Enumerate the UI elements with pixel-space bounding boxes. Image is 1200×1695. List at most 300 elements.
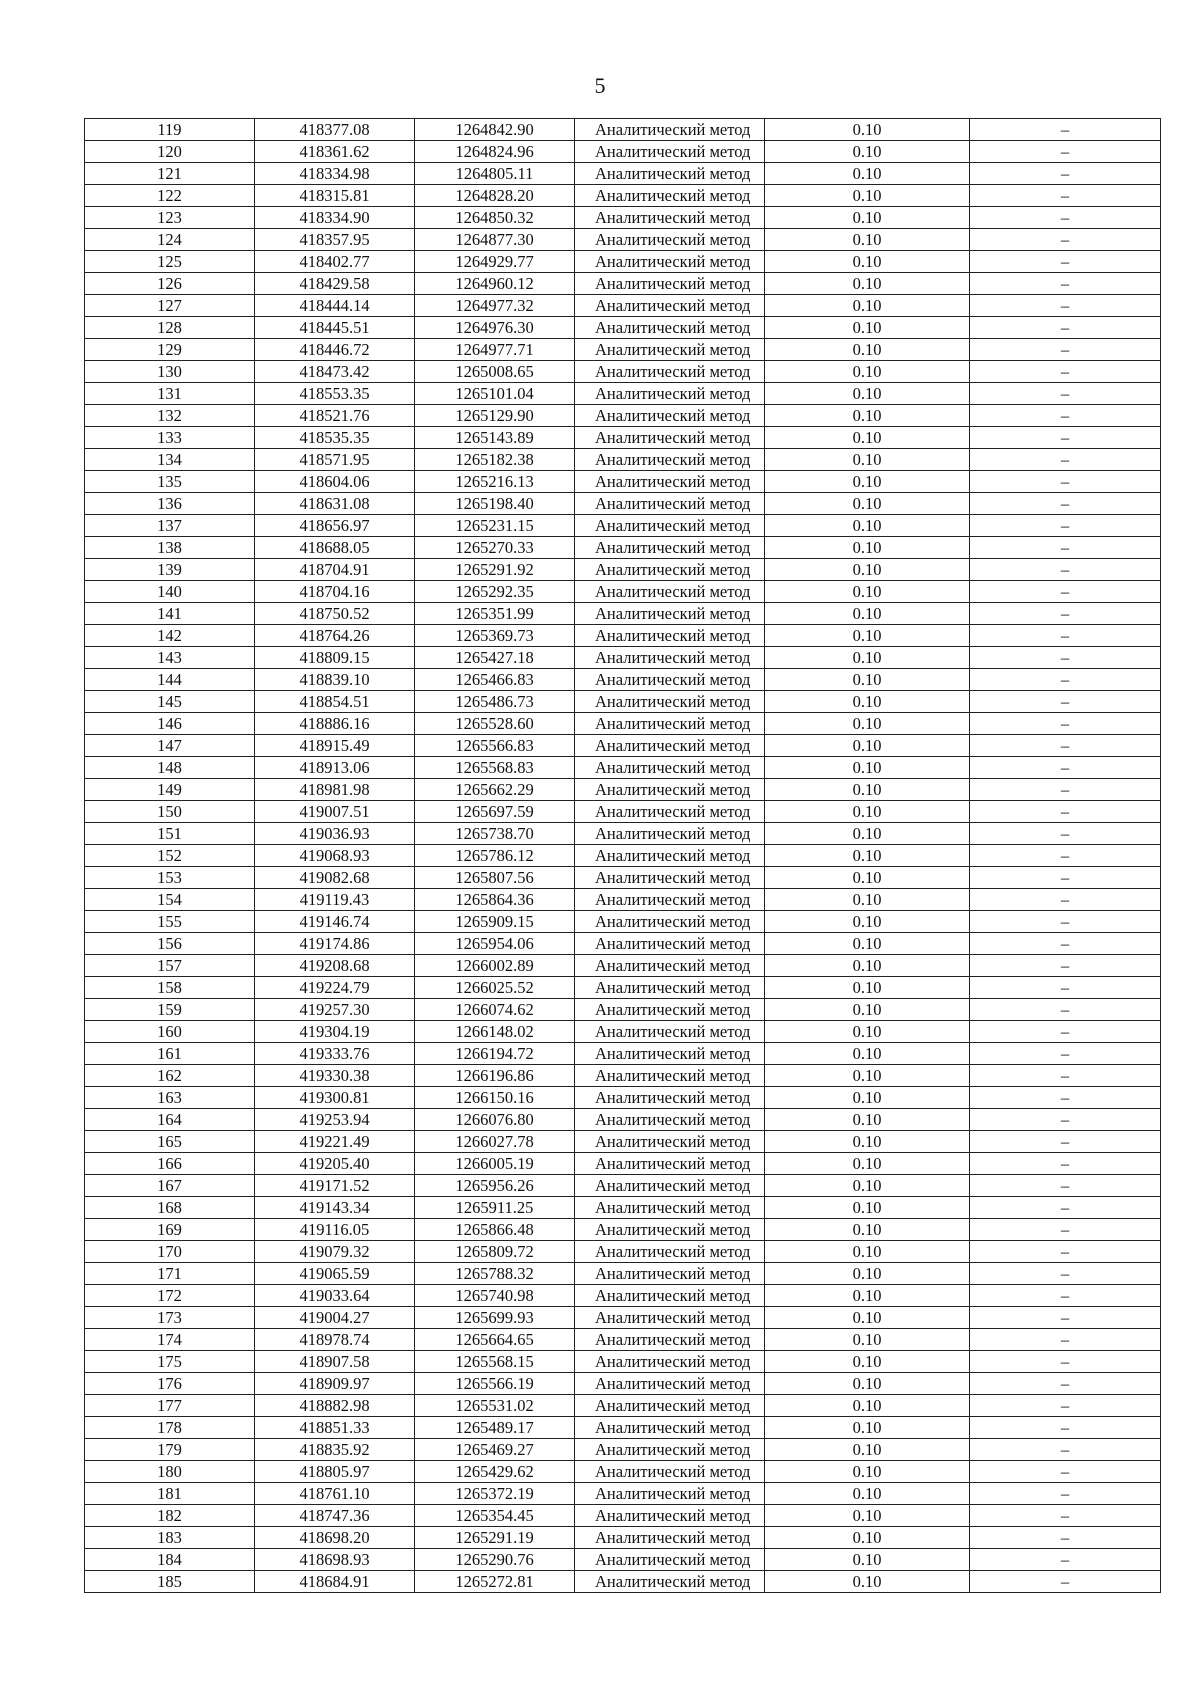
point-number-cell: 178 [85,1417,255,1439]
accuracy-cell: 0.10 [765,471,970,493]
description-cell: – [970,1571,1161,1593]
point-number-cell: 154 [85,889,255,911]
point-number-cell: 140 [85,581,255,603]
table-row [85,339,1161,361]
accuracy-cell: 0.10 [765,185,970,207]
y-coordinate-cell: 1265954.06 [415,933,575,955]
table-row [85,1351,1161,1373]
y-coordinate-cell: 1265429.62 [415,1461,575,1483]
point-number-cell: 144 [85,669,255,691]
point-number-cell: 147 [85,735,255,757]
accuracy-cell: 0.10 [765,1571,970,1593]
y-coordinate-cell: 1264850.32 [415,207,575,229]
point-number-cell: 169 [85,1219,255,1241]
x-coordinate-cell: 419068.93 [255,845,415,867]
point-number-cell: 179 [85,1439,255,1461]
x-coordinate-cell: 418553.35 [255,383,415,405]
description-cell: – [970,1373,1161,1395]
x-coordinate-cell: 418361.62 [255,141,415,163]
accuracy-cell: 0.10 [765,559,970,581]
method-cell: Аналитический метод [575,867,765,889]
table-row [85,317,1161,339]
method-cell: Аналитический метод [575,603,765,625]
table-row [85,999,1161,1021]
accuracy-cell: 0.10 [765,955,970,977]
method-cell: Аналитический метод [575,1131,765,1153]
x-coordinate-cell: 418429.58 [255,273,415,295]
point-number-cell: 165 [85,1131,255,1153]
table-row [85,735,1161,757]
method-cell: Аналитический метод [575,1219,765,1241]
description-cell: – [970,185,1161,207]
y-coordinate-cell: 1266074.62 [415,999,575,1021]
table-row [85,691,1161,713]
method-cell: Аналитический метод [575,823,765,845]
point-number-cell: 175 [85,1351,255,1373]
accuracy-cell: 0.10 [765,779,970,801]
description-cell: – [970,1263,1161,1285]
method-cell: Аналитический метод [575,119,765,141]
y-coordinate-cell: 1265198.40 [415,493,575,515]
table-row [85,1395,1161,1417]
accuracy-cell: 0.10 [765,1109,970,1131]
x-coordinate-cell: 418535.35 [255,427,415,449]
point-number-cell: 121 [85,163,255,185]
x-coordinate-cell: 418907.58 [255,1351,415,1373]
description-cell: – [970,1505,1161,1527]
method-cell: Аналитический метод [575,1285,765,1307]
table-row [85,1307,1161,1329]
method-cell: Аналитический метод [575,229,765,251]
accuracy-cell: 0.10 [765,361,970,383]
y-coordinate-cell: 1265909.15 [415,911,575,933]
point-number-cell: 174 [85,1329,255,1351]
accuracy-cell: 0.10 [765,735,970,757]
point-number-cell: 120 [85,141,255,163]
method-cell: Аналитический метод [575,669,765,691]
description-cell: – [970,273,1161,295]
table-row [85,1505,1161,1527]
description-cell: – [970,691,1161,713]
method-cell: Аналитический метод [575,1527,765,1549]
point-number-cell: 143 [85,647,255,669]
x-coordinate-cell: 418631.08 [255,493,415,515]
method-cell: Аналитический метод [575,559,765,581]
x-coordinate-cell: 418444.14 [255,295,415,317]
table-row [85,295,1161,317]
y-coordinate-cell: 1266025.52 [415,977,575,999]
y-coordinate-cell: 1265466.83 [415,669,575,691]
table-row [85,119,1161,141]
table-row [85,229,1161,251]
point-number-cell: 158 [85,977,255,999]
point-number-cell: 123 [85,207,255,229]
y-coordinate-cell: 1265807.56 [415,867,575,889]
description-cell: – [970,537,1161,559]
y-coordinate-cell: 1265740.98 [415,1285,575,1307]
x-coordinate-cell: 418978.74 [255,1329,415,1351]
description-cell: – [970,1175,1161,1197]
accuracy-cell: 0.10 [765,647,970,669]
accuracy-cell: 0.10 [765,1021,970,1043]
method-cell: Аналитический метод [575,1263,765,1285]
y-coordinate-cell: 1264960.12 [415,273,575,295]
description-cell: – [970,801,1161,823]
point-number-cell: 166 [85,1153,255,1175]
method-cell: Аналитический метод [575,1351,765,1373]
table-row [85,141,1161,163]
point-number-cell: 181 [85,1483,255,1505]
description-cell: – [970,1109,1161,1131]
table-row [85,361,1161,383]
accuracy-cell: 0.10 [765,581,970,603]
table-row [85,1065,1161,1087]
x-coordinate-cell: 419333.76 [255,1043,415,1065]
description-cell: – [970,1351,1161,1373]
accuracy-cell: 0.10 [765,889,970,911]
description-cell: – [970,317,1161,339]
x-coordinate-cell: 418809.15 [255,647,415,669]
description-cell: – [970,1439,1161,1461]
description-cell: – [970,1307,1161,1329]
accuracy-cell: 0.10 [765,1065,970,1087]
point-number-cell: 145 [85,691,255,713]
point-number-cell: 133 [85,427,255,449]
y-coordinate-cell: 1264828.20 [415,185,575,207]
method-cell: Аналитический метод [575,933,765,955]
method-cell: Аналитический метод [575,1395,765,1417]
y-coordinate-cell: 1265270.33 [415,537,575,559]
description-cell: – [970,1219,1161,1241]
table-row [85,713,1161,735]
accuracy-cell: 0.10 [765,1527,970,1549]
y-coordinate-cell: 1265864.36 [415,889,575,911]
accuracy-cell: 0.10 [765,427,970,449]
method-cell: Аналитический метод [575,317,765,339]
table-row [85,845,1161,867]
point-number-cell: 150 [85,801,255,823]
accuracy-cell: 0.10 [765,405,970,427]
x-coordinate-cell: 418886.16 [255,713,415,735]
x-coordinate-cell: 419304.19 [255,1021,415,1043]
table-row [85,1549,1161,1571]
point-number-cell: 137 [85,515,255,537]
method-cell: Аналитический метод [575,757,765,779]
description-cell: – [970,1329,1161,1351]
description-cell: – [970,625,1161,647]
y-coordinate-cell: 1265369.73 [415,625,575,647]
point-number-cell: 151 [85,823,255,845]
method-cell: Аналитический метод [575,1087,765,1109]
accuracy-cell: 0.10 [765,163,970,185]
point-number-cell: 125 [85,251,255,273]
accuracy-cell: 0.10 [765,1219,970,1241]
method-cell: Аналитический метод [575,537,765,559]
table-row [85,955,1161,977]
table-row [85,757,1161,779]
x-coordinate-cell: 418747.36 [255,1505,415,1527]
x-coordinate-cell: 418377.08 [255,119,415,141]
method-cell: Аналитический метод [575,1505,765,1527]
point-number-cell: 135 [85,471,255,493]
accuracy-cell: 0.10 [765,273,970,295]
y-coordinate-cell: 1265231.15 [415,515,575,537]
accuracy-cell: 0.10 [765,977,970,999]
accuracy-cell: 0.10 [765,339,970,361]
table-row [85,1527,1161,1549]
x-coordinate-cell: 419224.79 [255,977,415,999]
table-row [85,1175,1161,1197]
description-cell: – [970,163,1161,185]
point-number-cell: 149 [85,779,255,801]
accuracy-cell: 0.10 [765,449,970,471]
table-row [85,1153,1161,1175]
point-number-cell: 124 [85,229,255,251]
description-cell: – [970,823,1161,845]
x-coordinate-cell: 418688.05 [255,537,415,559]
method-cell: Аналитический метод [575,735,765,757]
description-cell: – [970,955,1161,977]
x-coordinate-cell: 419079.32 [255,1241,415,1263]
description-cell: – [970,1285,1161,1307]
point-number-cell: 119 [85,119,255,141]
table-row [85,1131,1161,1153]
description-cell: – [970,1395,1161,1417]
description-cell: – [970,867,1161,889]
point-number-cell: 176 [85,1373,255,1395]
table-row [85,1373,1161,1395]
description-cell: – [970,779,1161,801]
y-coordinate-cell: 1265568.15 [415,1351,575,1373]
x-coordinate-cell: 418909.97 [255,1373,415,1395]
y-coordinate-cell: 1265216.13 [415,471,575,493]
description-cell: – [970,647,1161,669]
x-coordinate-cell: 419300.81 [255,1087,415,1109]
x-coordinate-cell: 419205.40 [255,1153,415,1175]
accuracy-cell: 0.10 [765,1153,970,1175]
table-row [85,581,1161,603]
y-coordinate-cell: 1266027.78 [415,1131,575,1153]
x-coordinate-cell: 418334.90 [255,207,415,229]
x-coordinate-cell: 419257.30 [255,999,415,1021]
method-cell: Аналитический метод [575,361,765,383]
method-cell: Аналитический метод [575,273,765,295]
point-number-cell: 148 [85,757,255,779]
point-number-cell: 139 [85,559,255,581]
table-row [85,1439,1161,1461]
y-coordinate-cell: 1266196.86 [415,1065,575,1087]
x-coordinate-cell: 419174.86 [255,933,415,955]
table-row [85,471,1161,493]
description-cell: – [970,581,1161,603]
method-cell: Аналитический метод [575,1307,765,1329]
x-coordinate-cell: 418981.98 [255,779,415,801]
accuracy-cell: 0.10 [765,295,970,317]
description-cell: – [970,119,1161,141]
table-row [85,185,1161,207]
x-coordinate-cell: 418698.20 [255,1527,415,1549]
x-coordinate-cell: 419116.05 [255,1219,415,1241]
accuracy-cell: 0.10 [765,1505,970,1527]
table-row [85,779,1161,801]
x-coordinate-cell: 418851.33 [255,1417,415,1439]
point-number-cell: 159 [85,999,255,1021]
description-cell: – [970,449,1161,471]
table-row [85,625,1161,647]
point-number-cell: 177 [85,1395,255,1417]
x-coordinate-cell: 419221.49 [255,1131,415,1153]
method-cell: Аналитический метод [575,1109,765,1131]
y-coordinate-cell: 1265427.18 [415,647,575,669]
description-cell: – [970,1043,1161,1065]
accuracy-cell: 0.10 [765,207,970,229]
accuracy-cell: 0.10 [765,669,970,691]
y-coordinate-cell: 1265469.27 [415,1439,575,1461]
x-coordinate-cell: 419007.51 [255,801,415,823]
x-coordinate-cell: 418315.81 [255,185,415,207]
description-cell: – [970,427,1161,449]
method-cell: Аналитический метод [575,911,765,933]
description-cell: – [970,999,1161,1021]
description-cell: – [970,1241,1161,1263]
description-cell: – [970,1021,1161,1043]
y-coordinate-cell: 1265738.70 [415,823,575,845]
y-coordinate-cell: 1265489.17 [415,1417,575,1439]
y-coordinate-cell: 1264877.30 [415,229,575,251]
point-number-cell: 185 [85,1571,255,1593]
accuracy-cell: 0.10 [765,999,970,1021]
accuracy-cell: 0.10 [765,867,970,889]
table-row [85,515,1161,537]
method-cell: Аналитический метод [575,889,765,911]
accuracy-cell: 0.10 [765,757,970,779]
point-number-cell: 164 [85,1109,255,1131]
x-coordinate-cell: 418604.06 [255,471,415,493]
method-cell: Аналитический метод [575,1175,765,1197]
table-body [85,119,1161,1593]
page-number: 5 [594,73,606,98]
y-coordinate-cell: 1264929.77 [415,251,575,273]
x-coordinate-cell: 418805.97 [255,1461,415,1483]
x-coordinate-cell: 418882.98 [255,1395,415,1417]
x-coordinate-cell: 418521.76 [255,405,415,427]
accuracy-cell: 0.10 [765,515,970,537]
y-coordinate-cell: 1266002.89 [415,955,575,977]
y-coordinate-cell: 1265528.60 [415,713,575,735]
description-cell: – [970,471,1161,493]
accuracy-cell: 0.10 [765,1175,970,1197]
y-coordinate-cell: 1266148.02 [415,1021,575,1043]
x-coordinate-cell: 418761.10 [255,1483,415,1505]
method-cell: Аналитический метод [575,1483,765,1505]
table-row [85,669,1161,691]
description-cell: – [970,1549,1161,1571]
accuracy-cell: 0.10 [765,801,970,823]
x-coordinate-cell: 418750.52 [255,603,415,625]
point-number-cell: 155 [85,911,255,933]
x-coordinate-cell: 418445.51 [255,317,415,339]
x-coordinate-cell: 418698.93 [255,1549,415,1571]
point-number-cell: 152 [85,845,255,867]
accuracy-cell: 0.10 [765,625,970,647]
x-coordinate-cell: 419143.34 [255,1197,415,1219]
description-cell: – [970,251,1161,273]
accuracy-cell: 0.10 [765,251,970,273]
y-coordinate-cell: 1265568.83 [415,757,575,779]
x-coordinate-cell: 418571.95 [255,449,415,471]
x-coordinate-cell: 418913.06 [255,757,415,779]
table-row [85,1087,1161,1109]
method-cell: Аналитический метод [575,207,765,229]
table-row [85,647,1161,669]
table-row [85,163,1161,185]
method-cell: Аналитический метод [575,515,765,537]
table-row [85,383,1161,405]
table-row [85,1241,1161,1263]
description-cell: – [970,141,1161,163]
table-row [85,1571,1161,1593]
point-number-cell: 173 [85,1307,255,1329]
x-coordinate-cell: 418835.92 [255,1439,415,1461]
point-number-cell: 162 [85,1065,255,1087]
point-number-cell: 146 [85,713,255,735]
description-cell: – [970,1417,1161,1439]
accuracy-cell: 0.10 [765,1131,970,1153]
x-coordinate-cell: 418704.91 [255,559,415,581]
table-row [85,493,1161,515]
method-cell: Аналитический метод [575,1241,765,1263]
y-coordinate-cell: 1265291.19 [415,1527,575,1549]
y-coordinate-cell: 1265566.83 [415,735,575,757]
description-cell: – [970,977,1161,999]
method-cell: Аналитический метод [575,471,765,493]
accuracy-cell: 0.10 [765,1263,970,1285]
table-row [85,1197,1161,1219]
description-cell: – [970,493,1161,515]
method-cell: Аналитический метод [575,581,765,603]
accuracy-cell: 0.10 [765,383,970,405]
point-number-cell: 171 [85,1263,255,1285]
description-cell: – [970,735,1161,757]
x-coordinate-cell: 418764.26 [255,625,415,647]
description-cell: – [970,339,1161,361]
y-coordinate-cell: 1265566.19 [415,1373,575,1395]
y-coordinate-cell: 1265531.02 [415,1395,575,1417]
accuracy-cell: 0.10 [765,1197,970,1219]
y-coordinate-cell: 1265486.73 [415,691,575,713]
table-row [85,405,1161,427]
x-coordinate-cell: 419119.43 [255,889,415,911]
method-cell: Аналитический метод [575,251,765,273]
description-cell: – [970,207,1161,229]
y-coordinate-cell: 1265809.72 [415,1241,575,1263]
description-cell: – [970,845,1161,867]
description-cell: – [970,1065,1161,1087]
accuracy-cell: 0.10 [765,713,970,735]
accuracy-cell: 0.10 [765,1373,970,1395]
accuracy-cell: 0.10 [765,1461,970,1483]
table-row [85,801,1161,823]
accuracy-cell: 0.10 [765,1549,970,1571]
point-number-cell: 153 [85,867,255,889]
method-cell: Аналитический метод [575,163,765,185]
x-coordinate-cell: 418473.42 [255,361,415,383]
point-number-cell: 134 [85,449,255,471]
description-cell: – [970,295,1161,317]
x-coordinate-cell: 418402.77 [255,251,415,273]
description-cell: – [970,1483,1161,1505]
point-number-cell: 126 [85,273,255,295]
